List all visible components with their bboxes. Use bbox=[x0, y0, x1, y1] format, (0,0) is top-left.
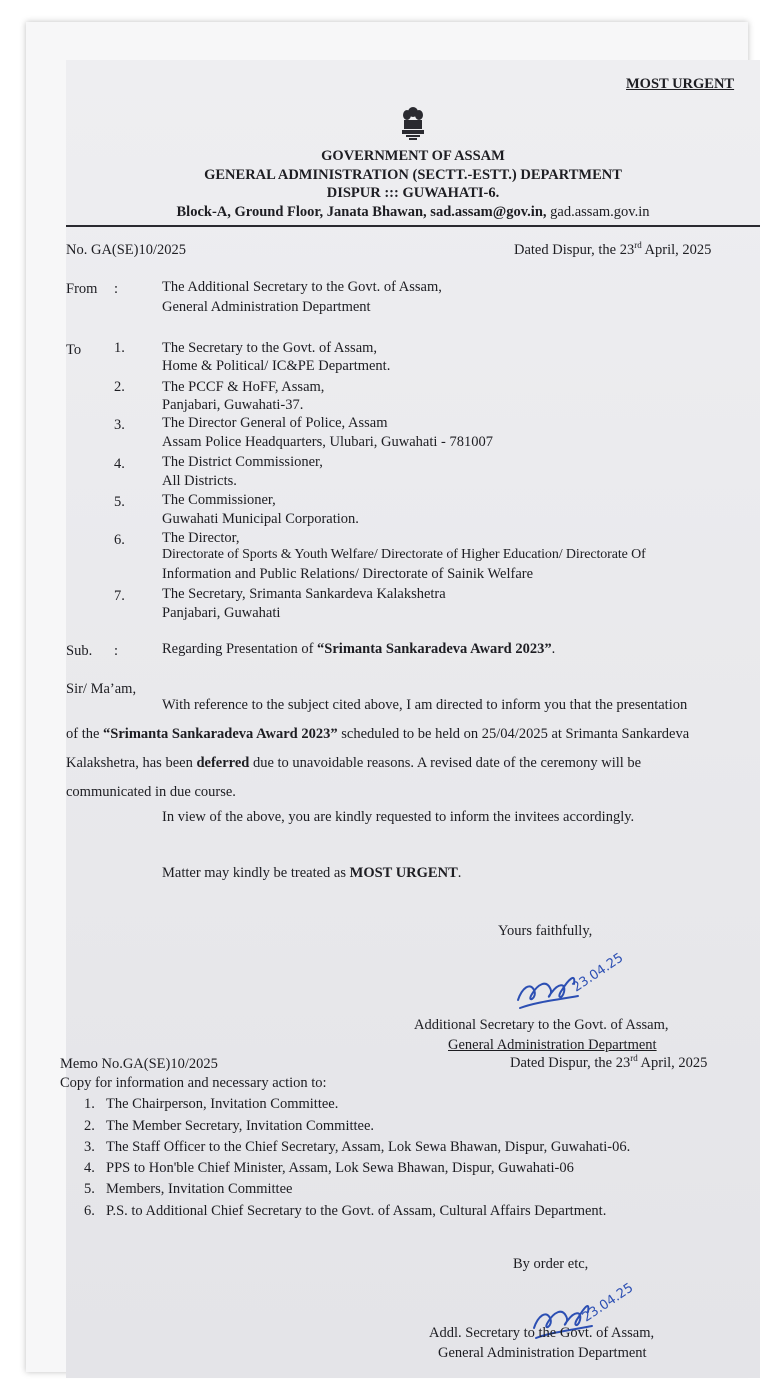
para2: In view of the above, you are kindly requested to inform the invitees accordingly. bbox=[162, 809, 635, 825]
para3 bbox=[162, 865, 461, 882]
memo-list-item bbox=[84, 1096, 338, 1113]
to-label: To bbox=[66, 342, 82, 358]
letter-date-sup: rd bbox=[634, 240, 642, 250]
memo-item-number: 3. bbox=[84, 1139, 95, 1155]
memo-list-item bbox=[84, 1203, 606, 1220]
para1-line-3-prefix: Kalakshetra, has been bbox=[66, 755, 197, 771]
subject-award-name: “Srimanta Sankaradeva Award 2023” bbox=[317, 641, 552, 657]
memo-date-prefix: Dated Dispur, the 23 bbox=[510, 1054, 631, 1071]
para1-line-2-prefix: of the bbox=[66, 726, 104, 742]
to-item-line-3: Information and Public Relations/ Directorate of Sainik Welfare bbox=[162, 566, 534, 582]
memo-list-item bbox=[84, 1181, 292, 1198]
subject-label: Sub. bbox=[66, 643, 93, 659]
from-label: From bbox=[66, 281, 98, 297]
from-line-2: General Administration Department bbox=[162, 299, 371, 315]
to-item-line-2: Directorate of Sports & Youth Welfare/ Directorate of Higher Education/ Directorate Of bbox=[162, 547, 646, 562]
para3-suffix: . bbox=[457, 865, 462, 881]
signature-1-date: 23.04.25 bbox=[569, 950, 627, 996]
subject-text bbox=[162, 641, 555, 658]
to-item-number: 2. bbox=[114, 379, 125, 395]
to-item-line-1: The Director General of Police, Assam bbox=[162, 415, 388, 431]
to-item-line-2: Assam Police Headquarters, Ulubari, Guwahati - 781007 bbox=[162, 434, 494, 450]
to-item-line-1: The Commissioner, bbox=[162, 492, 276, 508]
para1-line-1: With reference to the subject cited above, I am directed to inform you that the presentation bbox=[162, 697, 688, 713]
memo-date-suffix: April, 2025 bbox=[637, 1054, 708, 1071]
letterhead-department: GENERAL ADMINISTRATION (SECTT.-ESTT.) DEPARTMENT bbox=[204, 167, 622, 183]
memo-item-number: 1. bbox=[84, 1096, 95, 1112]
letter-date-suffix: April, 2025 bbox=[641, 241, 712, 258]
to-item-line-1: The Secretary to the Govt. of Assam, bbox=[162, 340, 378, 356]
most-urgent-label: MOST URGENT bbox=[626, 76, 735, 92]
memo-item-number: 2. bbox=[84, 1118, 95, 1134]
memo-item-text: P.S. to Additional Chief Secretary to the Govt. of Assam, Cultural Affairs Department. bbox=[106, 1203, 607, 1219]
memo-item-text: The Staff Officer to the Chief Secretary, Assam, Lok Sewa Bhawan, Dispur, Guwahati-06. bbox=[106, 1139, 631, 1155]
memo-list-item bbox=[84, 1139, 630, 1156]
memo-list-item bbox=[84, 1118, 374, 1135]
para1-line-3 bbox=[66, 755, 641, 772]
memo-list-item bbox=[84, 1160, 574, 1177]
to-item-line-2: All Districts. bbox=[162, 473, 237, 489]
letterhead-rule bbox=[66, 225, 760, 227]
to-item-number: 5. bbox=[114, 494, 125, 510]
letter-date bbox=[514, 240, 711, 259]
signature-1-designation: Additional Secretary to the Govt. of Assam, bbox=[414, 1017, 669, 1033]
memo-date-sup: rd bbox=[630, 1053, 638, 1063]
para1-line-3-suffix: due to unavoidable reasons. A revised date of the ceremony will be bbox=[249, 755, 642, 771]
state-emblem-icon bbox=[400, 106, 426, 142]
subject-suffix: . bbox=[551, 641, 556, 657]
to-item-line-2: Home & Political/ IC&PE Department. bbox=[162, 358, 391, 374]
para1-award-name: “Srimanta Sankaradeva Award 2023” bbox=[103, 726, 338, 742]
signature-1-department: General Administration Department bbox=[448, 1037, 657, 1053]
to-item-line-2: Panjabari, Guwahati bbox=[162, 605, 281, 621]
letter-date-prefix: Dated Dispur, the 23 bbox=[514, 241, 635, 258]
para3-prefix: Matter may kindly be treated as bbox=[162, 865, 350, 881]
memo-item-text: The Chairperson, Invitation Committee. bbox=[106, 1096, 339, 1112]
para1-line-4: communicated in due course. bbox=[66, 784, 236, 800]
para3-most-urgent: MOST URGENT bbox=[349, 865, 458, 881]
to-item-line-2: Panjabari, Guwahati-37. bbox=[162, 397, 304, 413]
memo-date bbox=[510, 1053, 707, 1072]
memo-item-number: 5. bbox=[84, 1181, 95, 1197]
to-item-line-1: The Director, bbox=[162, 530, 240, 546]
memo-item-text: PPS to Hon'ble Chief Minister, Assam, Lok Sewa Bhawan, Dispur, Guwahati-06 bbox=[106, 1160, 574, 1176]
to-item-number: 7. bbox=[114, 588, 125, 604]
subject-colon: : bbox=[114, 643, 119, 659]
para1-deferred: deferred bbox=[196, 755, 250, 771]
signature-2-designation: Addl. Secretary to the Govt. of Assam, bbox=[429, 1325, 655, 1341]
letterhead-website: gad.assam.gov.in bbox=[546, 204, 650, 220]
screenshot-frame bbox=[26, 22, 748, 1372]
signature-1 bbox=[512, 950, 627, 1024]
letterhead-address-bold: Block-A, Ground Floor, Janata Bhawan, sad.assam@gov.in, bbox=[176, 204, 547, 220]
to-item-line-1: The PCCF & HoFF, Assam, bbox=[162, 379, 325, 395]
closing-yours-faithfully: Yours faithfully, bbox=[498, 923, 593, 939]
to-item-line-1: The District Commissioner, bbox=[162, 454, 323, 470]
signature-2-department: General Administration Department bbox=[438, 1345, 647, 1361]
memo-item-text: The Member Secretary, Invitation Committee. bbox=[106, 1118, 375, 1134]
salutation: Sir/ Ma’am, bbox=[66, 681, 137, 697]
from-colon: : bbox=[114, 281, 119, 297]
to-item-number: 4. bbox=[114, 456, 125, 472]
letterhead-government: GOVERNMENT OF ASSAM bbox=[321, 148, 505, 164]
letterhead-address bbox=[66, 204, 760, 221]
by-order: By order etc, bbox=[513, 1256, 589, 1272]
from-line-1: The Additional Secretary to the Govt. of Assam, bbox=[162, 279, 442, 295]
subject-prefix: Regarding Presentation of bbox=[162, 641, 318, 657]
para1-line-2 bbox=[66, 726, 689, 743]
signature-2-date: 23.04.25 bbox=[579, 1280, 637, 1326]
memo-item-number: 6. bbox=[84, 1203, 95, 1219]
memo-copy-intro: Copy for information and necessary action to: bbox=[60, 1075, 327, 1091]
to-item-line-1: The Secretary, Srimanta Sankardeva Kalakshetra bbox=[162, 586, 446, 602]
letter-number: No. GA(SE)10/2025 bbox=[66, 242, 187, 258]
to-item-number: 3. bbox=[114, 417, 125, 433]
memo-number: Memo No.GA(SE)10/2025 bbox=[60, 1056, 218, 1072]
to-item-line-2: Guwahati Municipal Corporation. bbox=[162, 511, 359, 527]
to-item-number: 6. bbox=[114, 532, 125, 548]
to-item-number: 1. bbox=[114, 340, 125, 356]
letter-document bbox=[60, 60, 760, 1378]
memo-item-number: 4. bbox=[84, 1160, 95, 1176]
letterhead-location: DISPUR ::: GUWAHATI-6. bbox=[326, 185, 500, 201]
memo-item-text: Members, Invitation Committee bbox=[106, 1181, 293, 1197]
para1-line-2-suffix: scheduled to be held on 25/04/2025 at Srimanta Sankardeva bbox=[337, 726, 690, 742]
